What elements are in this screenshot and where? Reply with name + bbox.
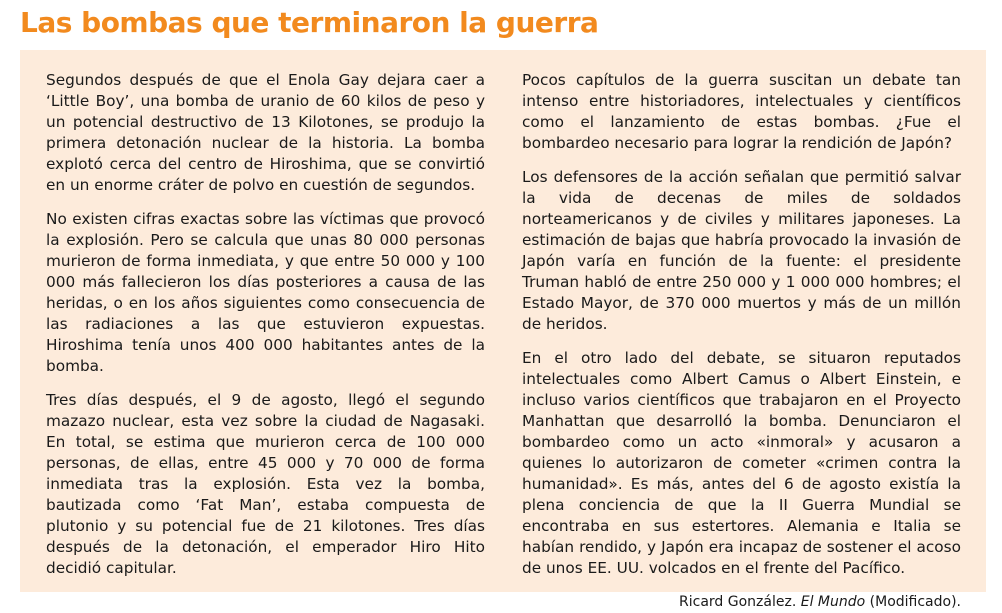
paragraph: Segundos después de que el Enola Gay dejara caer a ‘Little Boy’, una bomba de uranio de 60 kilos de peso y un potencial destructivo de 13 Kilotones, se produjo la primera detonación nuclear de la historia. La bomba explotó cerca del centro de Hiroshima, que se convirtió en un enorme cráter de polvo en cuestión de segundos. bbox=[46, 71, 485, 194]
page-title: Las bombas que terminaron la guerra bbox=[20, 6, 599, 39]
source-author: Ricard González. bbox=[679, 594, 797, 610]
source-citation bbox=[522, 592, 961, 613]
left-column bbox=[46, 70, 485, 592]
paragraph: En el otro lado del debate, se situaron reputados intelectuales como Albert Camus o Albert Einstein, e incluso varios científicos que trabajaron en el Proyecto Manhattan que desarrolló la bomba. Denunciaron el bombardeo como un acto «inmoral» y acusaron a quienes lo autorizaron de cometer «crimen contra la humanidad». Es más, antes del 6 de agosto existía la plena conciencia de que la II Guerra Mundial se encontraba en sus estertores. Alemania e Italia se habían rendido, y Japón era incapaz de sostener el acoso de unos EE. UU. volcados en el frente del Pacífico. bbox=[522, 349, 961, 577]
paragraph: Los defensores de la acción señalan que permitió salvar la vida de decenas de miles de soldados norteamericanos y de civiles y militares japoneses. La estimación de bajas que habría provocado la invasión de Japón varía en función de la fuente: el presidente Truman habló de entre 250 000 y 1 000 000 hombres; el Estado Mayor, de 370 000 muertos y más de un millón de heridos. bbox=[522, 168, 961, 333]
source-publication: El Mundo bbox=[800, 594, 866, 610]
source-note: (Modificado). bbox=[869, 594, 961, 610]
right-column bbox=[522, 70, 961, 613]
paragraph: Pocos capítulos de la guerra suscitan un debate tan intenso entre historiadores, intelectuales y científicos como el lanzamiento de estas bombas. ¿Fue el bombardeo necesario para lograr la rendición de Japón? bbox=[522, 71, 961, 152]
paragraph: No existen cifras exactas sobre las víctimas que provocó la explosión. Pero se calcula que unas 80 000 personas murieron de forma inmediata, y que entre 50 000 y 100 000 más fallecieron los días posteriores a causa de las heridas, o en los años siguientes como consecuencia de las radiaciones a las que estuvieron expuestas. Hiroshima tenía unos 400 000 habitantes antes de la bomba. bbox=[46, 210, 485, 375]
article-box bbox=[20, 50, 986, 610]
paragraph: Tres días después, el 9 de agosto, llegó el segundo mazazo nuclear, esta vez sobre la ciudad de Nagasaki. En total, se estima que murieron cerca de 100 000 personas, de ellas, entre 45 000 y 70 000 de forma inmediata tras la explosión. Esta vez la bomba, bautizada como ‘Fat Man’, estaba compuesta de plutonio y su potencial fue de 21 kilotones. Tres días después de la detonación, el emperador Hiro Hito decidió capitular. bbox=[46, 391, 485, 577]
